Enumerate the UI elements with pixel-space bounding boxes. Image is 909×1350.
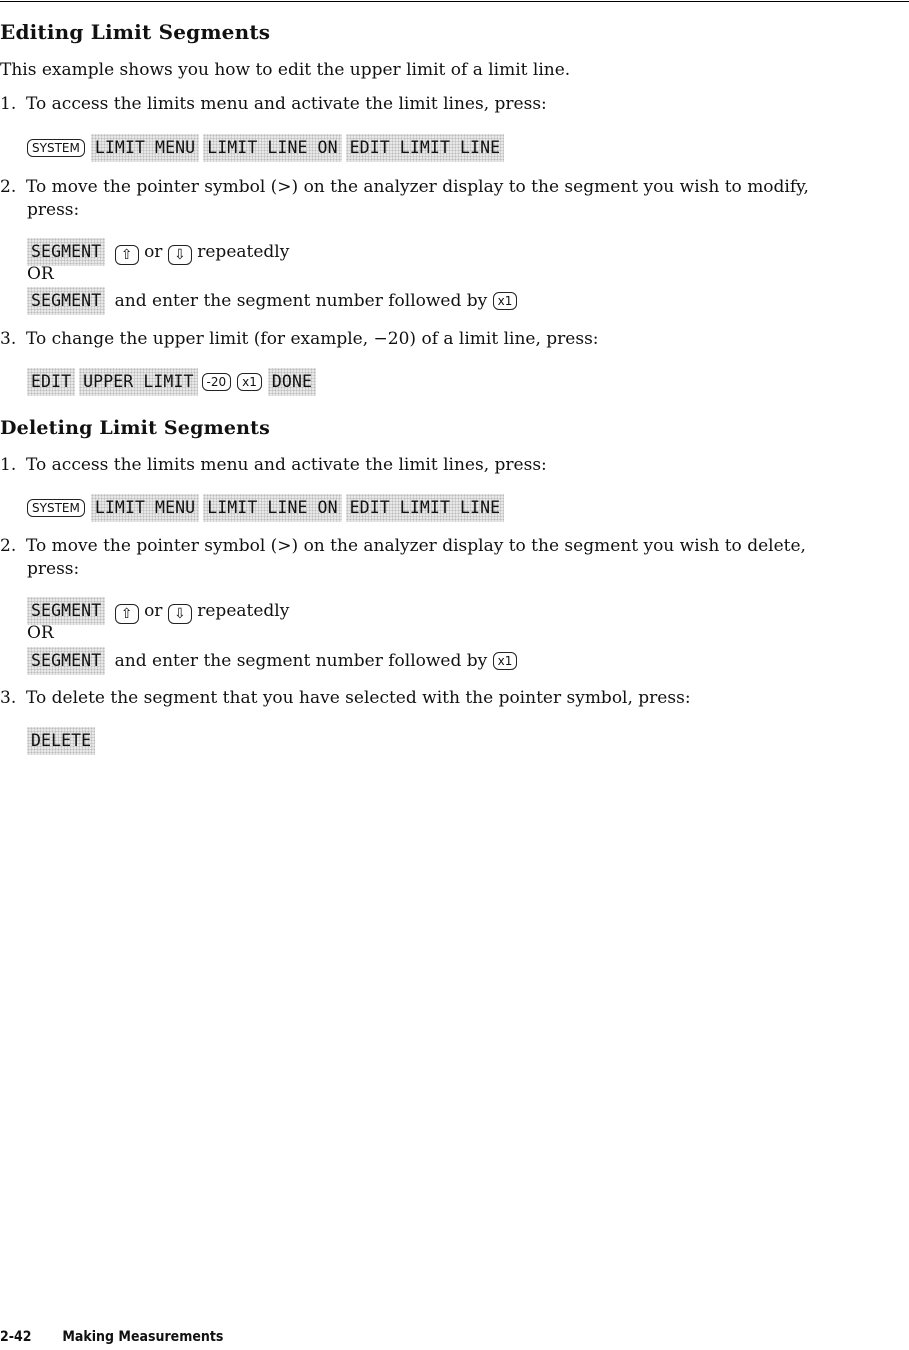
or-separator: OR [27,623,54,643]
page-number: 2-42 [0,1329,32,1345]
key-sequence-1 [27,494,508,522]
step-number: 3. [0,329,17,349]
up-arrow-key-icon[interactable]: ⇧ [115,245,139,265]
down-arrow-key-icon[interactable]: ⇩ [168,245,192,265]
step-text: To access the limits menu and activate the limit lines, press: [26,94,547,114]
limit-line-on-softkey[interactable]: LIMIT LINE ON [203,494,341,522]
step-2-continued: press: [27,200,80,220]
step-1 [0,454,547,477]
step-2-continued: press: [27,559,80,579]
step-2 [0,176,809,199]
x1-key[interactable]: x1 [493,652,518,670]
limit-menu-softkey[interactable]: LIMIT MENU [91,134,199,162]
step-3 [0,328,599,351]
up-arrow-key-icon[interactable]: ⇧ [115,604,139,624]
step-number: 1. [0,455,17,475]
edit-softkey[interactable]: EDIT [27,368,75,396]
minus-20-key[interactable]: -20 [202,373,232,391]
step-2 [0,535,806,558]
down-arrow-key-icon[interactable]: ⇩ [168,604,192,624]
edit-limit-line-softkey[interactable]: EDIT LIMIT LINE [346,134,505,162]
segment-softkey[interactable]: SEGMENT [27,647,105,675]
key-sequence-1 [27,134,508,162]
step-text: To delete the segment that you have selected with the pointer symbol, press: [26,688,691,708]
or-text: or [144,601,163,621]
limit-menu-softkey[interactable]: LIMIT MENU [91,494,199,522]
x1-key[interactable]: x1 [237,373,262,391]
step-text: To access the limits menu and activate the limit lines, press: [26,455,547,475]
segment-softkey[interactable]: SEGMENT [27,287,105,315]
step-number: 3. [0,688,17,708]
step-3 [0,687,691,710]
step-text: To change the upper limit (for example, −20) of a limit line, press: [26,329,599,349]
enter-segment-text: and enter the segment number followed by [114,291,488,311]
footer-section-title: Making Measurements [62,1329,224,1345]
or-text: or [144,242,163,262]
key-sequence-2b [27,287,523,315]
step-number: 2. [0,177,17,197]
or-separator: OR [27,264,54,284]
page-footer [0,1329,223,1345]
repeatedly-text: repeatedly [197,601,290,621]
step-number: 2. [0,536,17,556]
top-rule [0,1,909,2]
repeatedly-text: repeatedly [197,242,290,262]
x1-key[interactable]: x1 [493,292,518,310]
key-sequence-2a [27,238,289,266]
intro-text: This example shows you how to edit the upper limit of a limit line. [0,60,571,80]
upper-limit-softkey[interactable]: UPPER LIMIT [79,368,197,396]
step-text: To move the pointer symbol (>) on the analyzer display to the segment you wish to modify, [26,177,809,197]
key-sequence-3 [27,368,320,396]
system-key[interactable]: SYSTEM [27,499,85,517]
limit-line-on-softkey[interactable]: LIMIT LINE ON [203,134,341,162]
edit-limit-line-softkey[interactable]: EDIT LIMIT LINE [346,494,505,522]
segment-softkey[interactable]: SEGMENT [27,238,105,266]
enter-segment-text: and enter the segment number followed by [114,651,488,671]
section-title-editing: Editing Limit Segments [0,20,271,44]
step-1 [0,93,547,116]
delete-softkey[interactable]: DELETE [27,727,95,755]
done-softkey[interactable]: DONE [268,368,316,396]
step-text: To move the pointer symbol (>) on the analyzer display to the segment you wish to delete, [26,536,806,556]
key-sequence-2b [27,647,523,675]
section-title-deleting: Deleting Limit Segments [0,417,271,439]
key-sequence-2a [27,597,289,625]
system-key[interactable]: SYSTEM [27,139,85,157]
segment-softkey[interactable]: SEGMENT [27,597,105,625]
key-sequence-3 [27,727,99,755]
step-number: 1. [0,94,17,114]
